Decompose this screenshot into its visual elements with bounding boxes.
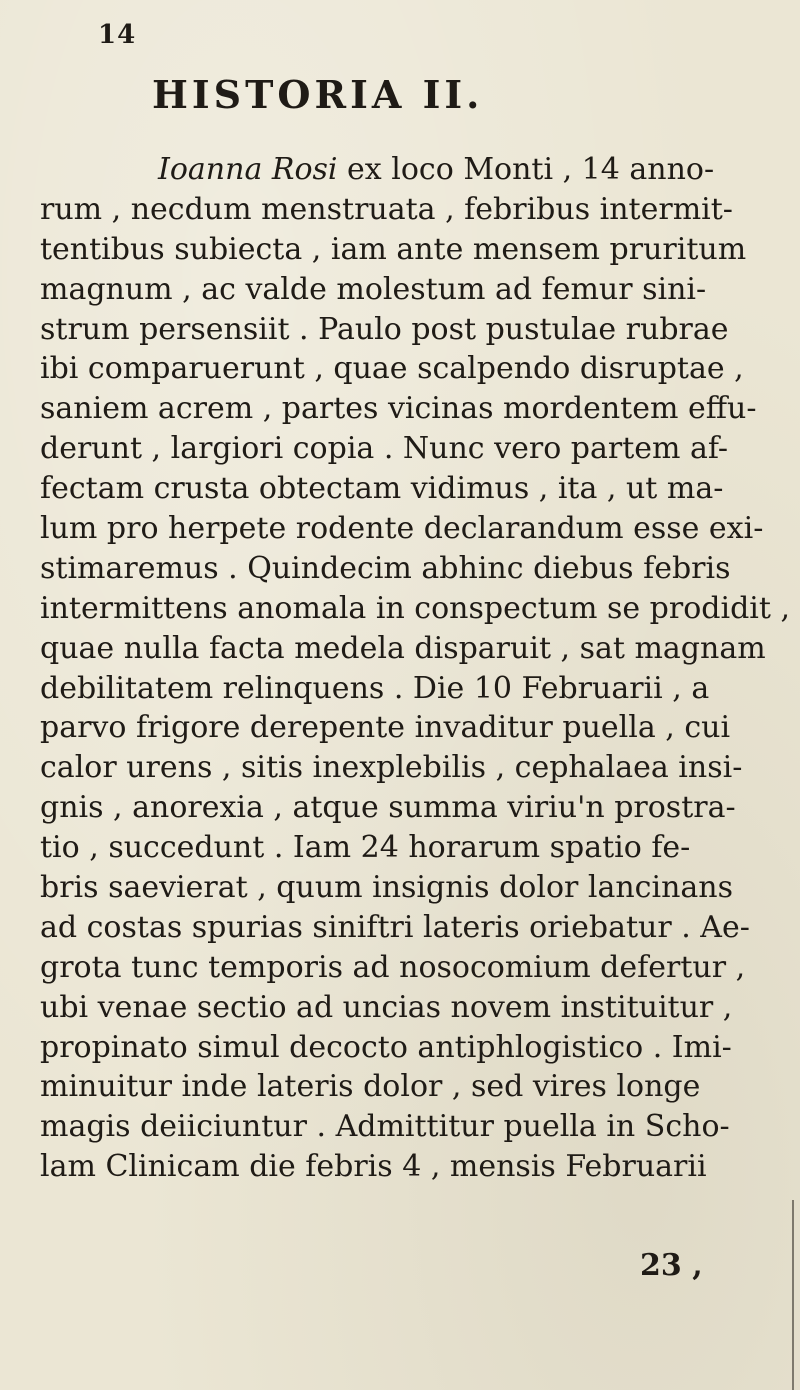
text-line: tio , succedunt . Iam 24 horarum spatio fe-: [40, 830, 691, 866]
text-line: tentibus subiecta , iam ante mensem pruritum: [40, 231, 747, 267]
page-edge-rule: [792, 1200, 794, 1390]
text-line: fectam crusta obtectam vidimus , ita , ut ma-: [40, 471, 724, 507]
text-line: bris saevierat , quum insignis dolor lancinans: [40, 870, 734, 906]
text-line: strum persensiit . Paulo post pustulae rubrae: [40, 311, 729, 347]
text-line: debilitatem relinquens . Die 10 Februarii , a: [40, 670, 710, 706]
text-line: magnum , ac valde molestum ad femur sini-: [40, 271, 707, 307]
text-line: derunt , largiori copia . Nunc vero partem af-: [40, 431, 729, 467]
patient-name: Ioanna Rosi: [158, 152, 338, 187]
page-number: 14: [98, 20, 137, 50]
text-line: quae nulla facta medela disparuit , sat magnam: [40, 630, 766, 666]
text-line: Ioanna Rosi ex loco Monti , 14 anno-: [158, 152, 715, 187]
text-line: magis deiiciuntur . Admittitur puella in Scho-: [40, 1109, 730, 1145]
text-line: parvo frigore derepente invaditur puella , cui: [40, 710, 731, 746]
text-line: grota tunc temporis ad nosocomium defertur ,: [40, 949, 746, 985]
text-line: gnis , anorexia , atque summa viriu'n prostra-: [40, 790, 736, 826]
body-text: [40, 150, 800, 1187]
running-head: HISTORIA II.: [152, 72, 484, 117]
text-line: saniem acrem , partes vicinas mordentem effu-: [40, 391, 757, 427]
text-line: lam Clinicam die febris 4 , mensis Februarii: [40, 1149, 707, 1185]
text-line: lum pro herpete rodente declarandum esse exi-: [40, 511, 764, 547]
text-line: intermittens anomala in conspectum se prodidit ,: [40, 590, 791, 626]
catchword: 23 ,: [640, 1248, 703, 1283]
text-line: ad costas spurias siniftri lateris oriebatur . Ae-: [40, 909, 750, 945]
text-line: calor urens , sitis inexplebilis , cephalaea insi-: [40, 750, 743, 786]
text-line: propinato simul decocto antiphlogistico . Imi-: [40, 1029, 732, 1065]
text-line: ibi comparuerunt , quae scalpendo disruptae ,: [40, 351, 744, 387]
text-line: minuitur inde lateris dolor , sed vires longe: [40, 1069, 701, 1105]
text-line: rum , necdum menstruata , febribus intermit-: [40, 191, 733, 227]
text-line: ubi venae sectio ad uncias novem instituitur ,: [40, 989, 733, 1025]
text-line: stimaremus . Quindecim abhinc diebus febris: [40, 550, 731, 586]
